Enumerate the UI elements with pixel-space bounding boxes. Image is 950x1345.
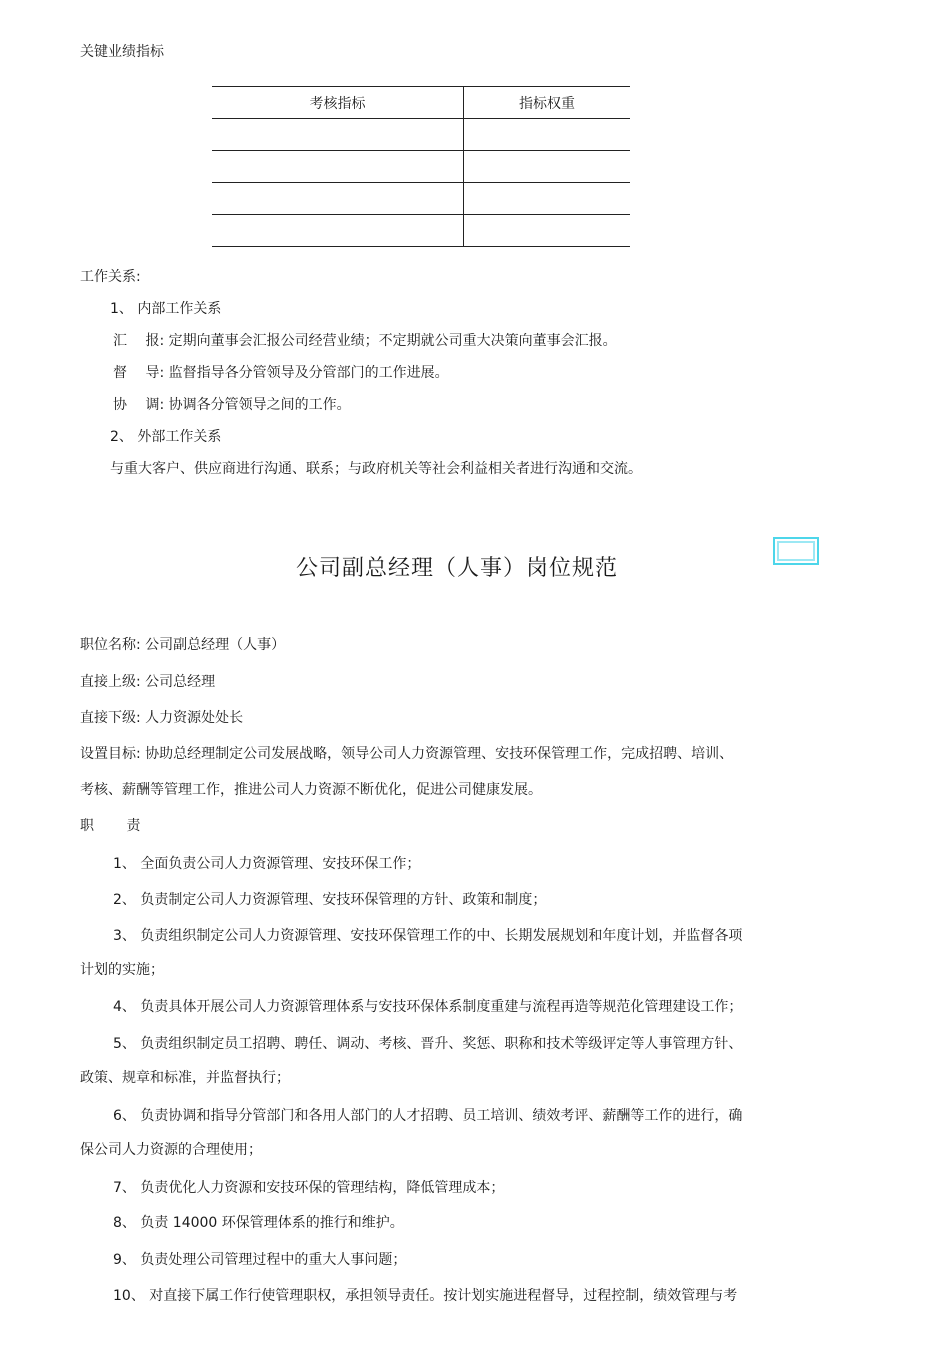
internal-relations-heading: 1、 内部工作关系 — [110, 301, 222, 317]
table-cell — [212, 119, 464, 151]
page-title: 公司副总经理（人事）岗位规范 — [296, 556, 619, 581]
table-cell — [212, 215, 464, 247]
duty-item-8: 8、 负责 14000 环保管理体系的推行和维护。 — [113, 1215, 404, 1231]
supervise-line: 督 导: 监督指导各分管领导及分管部门的工作进展。 — [113, 365, 449, 381]
duty-item-1: 1、 全面负责公司人力资源管理、安技环保工作； — [113, 856, 421, 872]
stamp-box-icon — [773, 537, 819, 565]
table-header-row — [212, 87, 630, 119]
duty-item-2: 2、 负责制定公司人力资源管理、安技环保管理的方针、政策和制度； — [113, 892, 547, 908]
table-row — [212, 183, 630, 215]
table-row — [212, 119, 630, 151]
direct-subordinate: 直接下级: 人力资源处处长 — [80, 710, 244, 726]
table-cell — [464, 215, 631, 247]
table-cell — [212, 151, 464, 183]
duties-heading: 职 责 — [80, 818, 141, 834]
position-name: 职位名称: 公司副总经理（人事） — [80, 637, 286, 653]
coordinate-line: 协 调: 协调各分管领导之间的工作。 — [113, 397, 351, 413]
table-cell — [212, 183, 464, 215]
duty-item-7: 7、 负责优化人力资源和安技环保的管理结构，降低管理成本； — [113, 1180, 505, 1196]
duty-item-3: 3、 负责组织制定公司人力资源管理、安技环保管理工作的中、长期发展规划和年度计划，并监督各项 — [113, 928, 743, 944]
external-relations-heading: 2、 外部工作关系 — [110, 429, 222, 445]
duty-item-3-cont: 计划的实施； — [80, 962, 164, 978]
duty-item-9: 9、 负责处理公司管理过程中的重大人事问题； — [113, 1252, 407, 1268]
direct-superior: 直接上级: 公司总经理 — [80, 674, 216, 690]
work-relations-heading: 工作关系: — [80, 269, 141, 285]
column-header-weight: 指标权重 — [464, 87, 631, 119]
table-cell — [464, 183, 631, 215]
duty-item-10: 10、 对直接下属工作行使管理职权，承担领导责任。按计划实施进程督导，过程控制，绩效管理与考 — [113, 1288, 738, 1304]
goal-line-1: 设置目标: 协助总经理制定公司发展战略，领导公司人力资源管理、安技环保管理工作，完成招聘、培训、 — [80, 746, 734, 762]
duty-item-5-cont: 政策、规章和标准，并监督执行； — [80, 1070, 290, 1086]
duty-item-5: 5、 负责组织制定员工招聘、聘任、调动、考核、晋升、奖惩、职称和技术等级评定等人事管理方针、 — [113, 1036, 743, 1052]
external-relations-text: 与重大客户、供应商进行沟通、联系；与政府机关等社会利益相关者进行沟通和交流。 — [110, 461, 642, 477]
goal-line-2: 考核、薪酬等管理工作，推进公司人力资源不断优化，促进公司健康发展。 — [80, 782, 542, 798]
table-cell — [464, 119, 631, 151]
kpi-table — [212, 86, 630, 247]
column-header-indicator: 考核指标 — [212, 87, 464, 119]
table-row — [212, 215, 630, 247]
table-row — [212, 151, 630, 183]
duty-item-6: 6、 负责协调和指导分管部门和各用人部门的人才招聘、员工培训、绩效考评、薪酬等工作的进行，确 — [113, 1108, 743, 1124]
report-line: 汇 报: 定期向董事会汇报公司经营业绩；不定期就公司重大决策向董事会汇报。 — [113, 333, 617, 349]
duty-item-6-cont: 保公司人力资源的合理使用； — [80, 1142, 262, 1158]
duty-item-4: 4、 负责具体开展公司人力资源管理体系与安技环保体系制度重建与流程再造等规范化管理建设工作； — [113, 999, 743, 1015]
table-cell — [464, 151, 631, 183]
kpi-heading: 关键业绩指标 — [80, 44, 164, 60]
